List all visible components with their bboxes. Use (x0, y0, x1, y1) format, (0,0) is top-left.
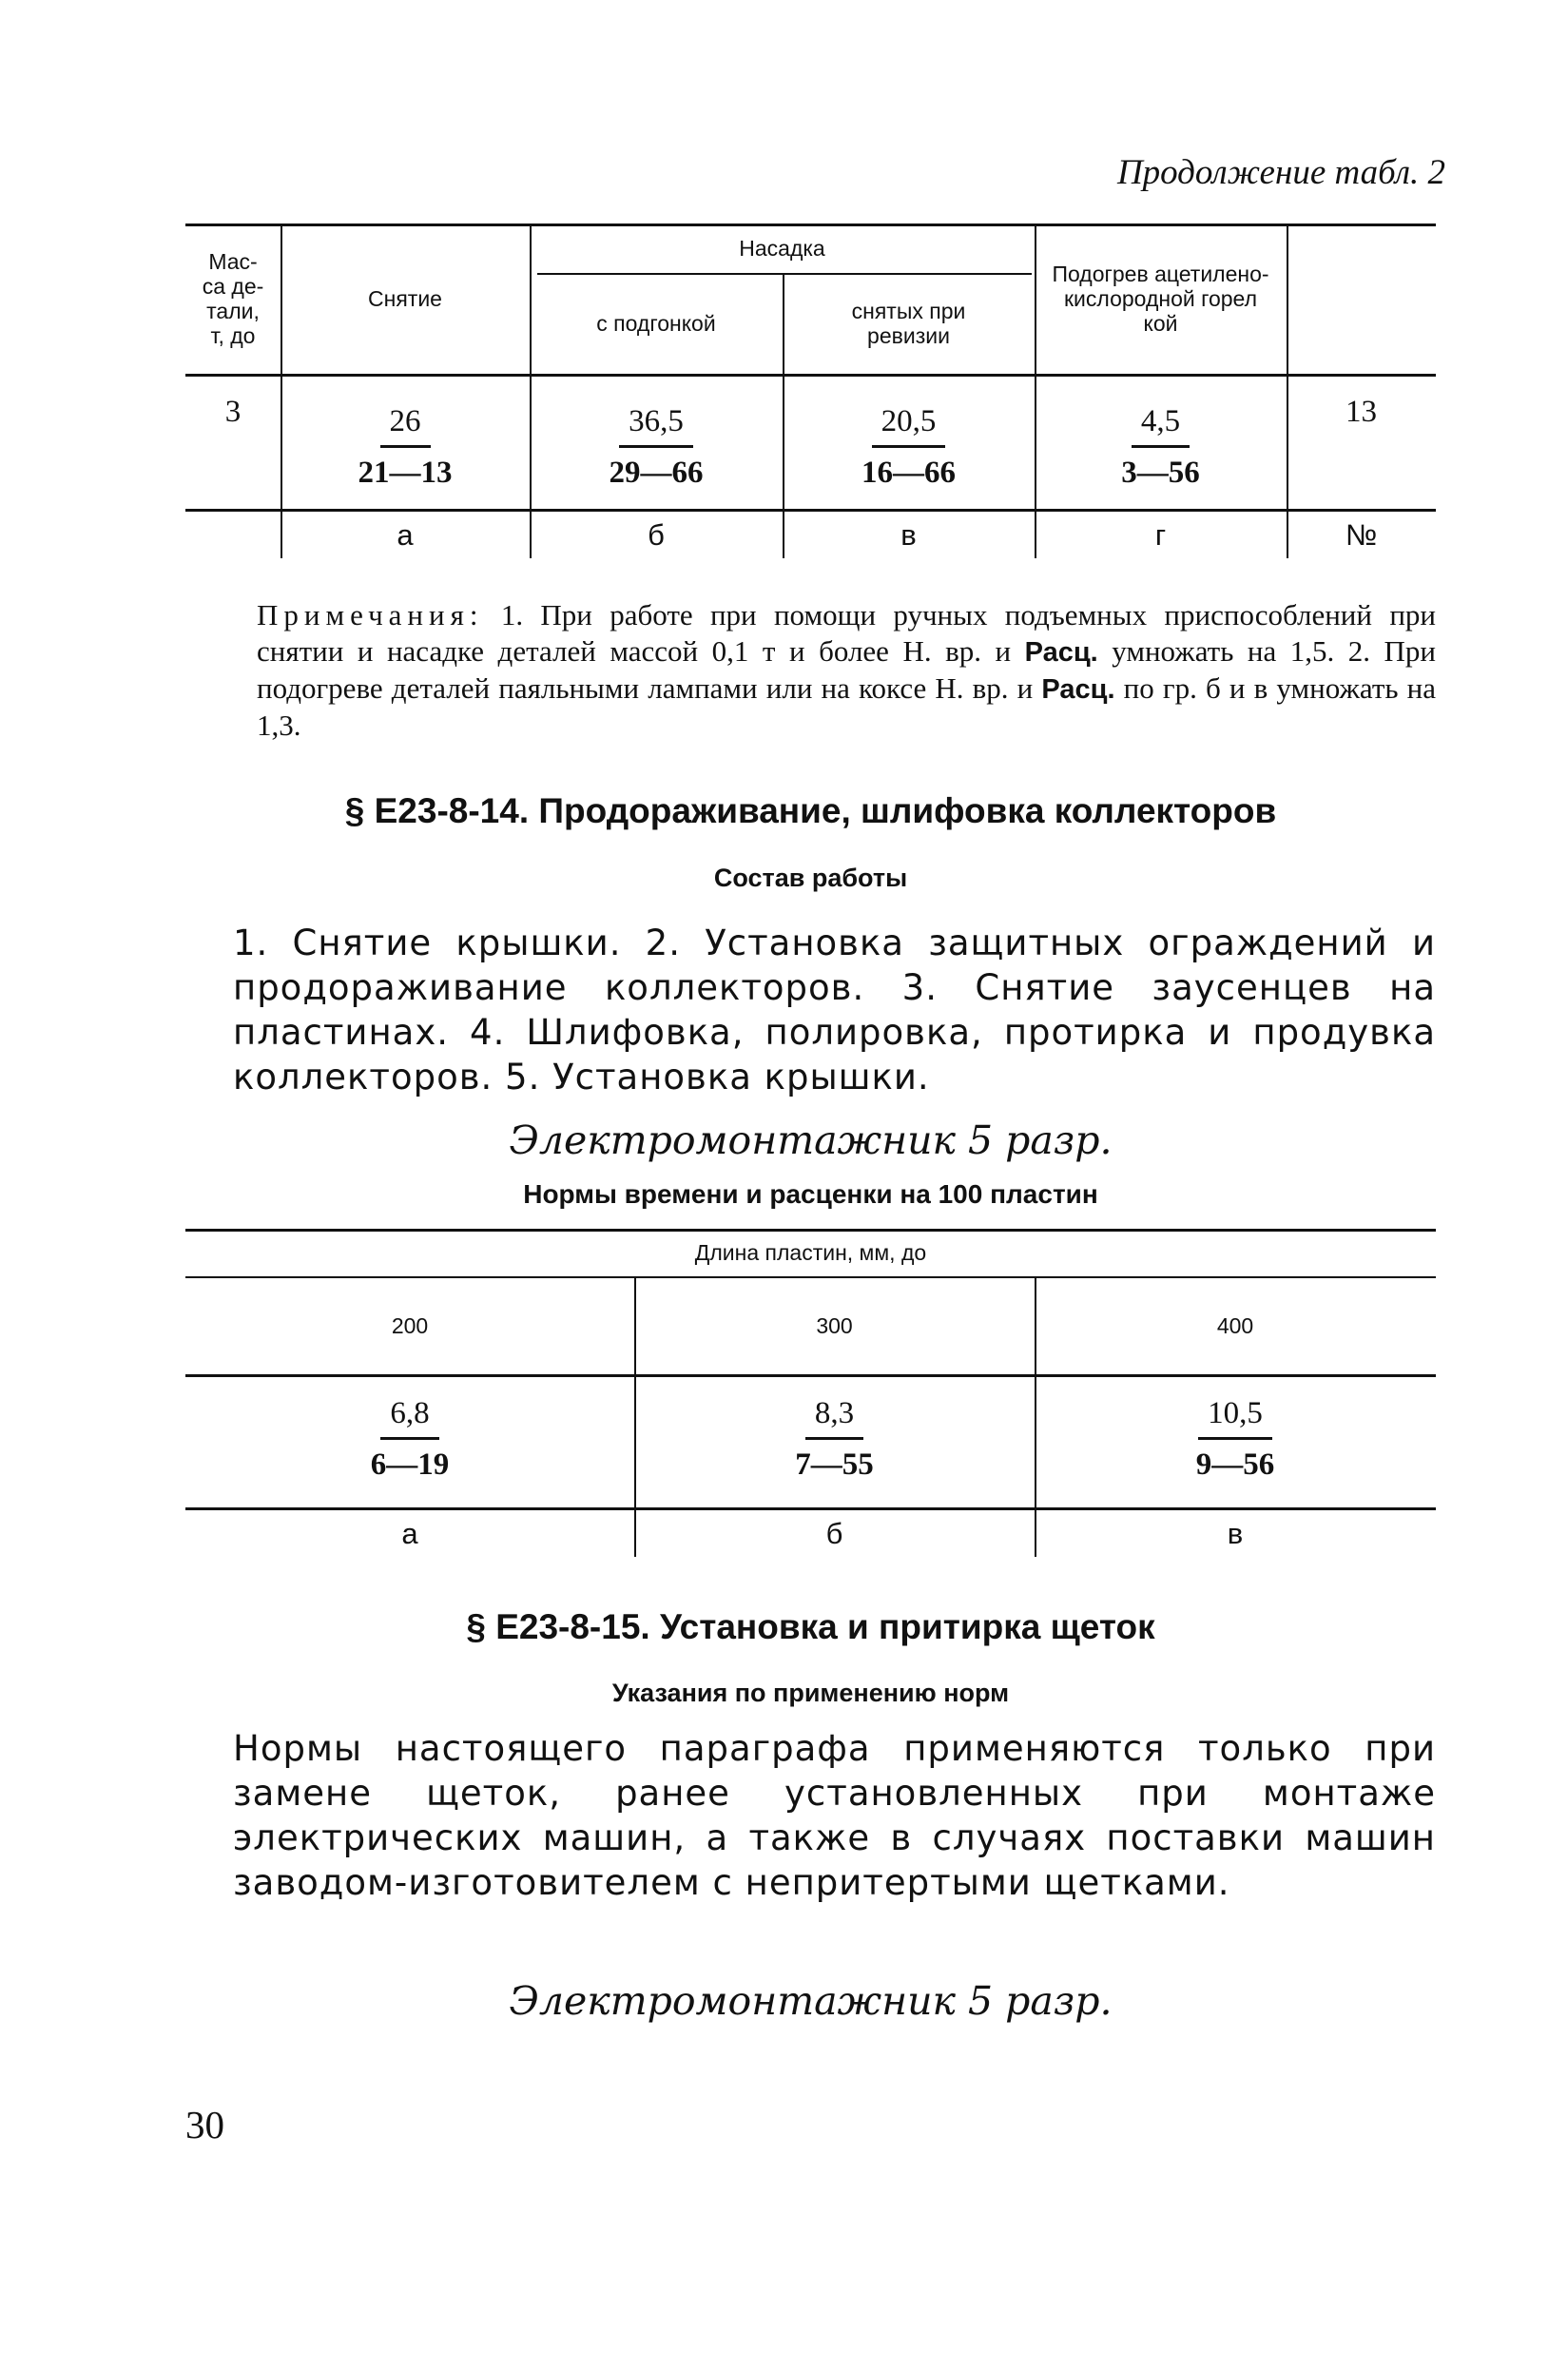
header-fit-adjust: с подгонкой (596, 311, 716, 336)
column-length: 400 (1216, 1312, 1254, 1338)
header-fit-removed: снятых при ревизии (851, 299, 966, 348)
column-letter: в (1227, 1516, 1244, 1550)
worker-grade-14: Электромонтажник 5 разр. (509, 1117, 1113, 1163)
application-text: Нормы настоящего параграфа применяются только при замене щеток, ранее установленных при монтаже электрических машин, а также в случаях поставки машин заводом-изготовителем с непритертыми щетками. (233, 1728, 1436, 1903)
column-length: 200 (391, 1312, 429, 1338)
norms-table-title: Нормы времени и расценки на 100 пластин (523, 1179, 1098, 1209)
norm-cell: 10,5 9—56 (1195, 1396, 1275, 1482)
cell-removal: 26 21—13 (358, 404, 453, 490)
composition-heading: Состав работы (713, 864, 908, 892)
section-title-15: § Е23-8-15. Установка и притирка щеток (466, 1607, 1155, 1646)
section-title-14: § Е23-8-14. Продораживание, шлифовка коллекторов (344, 791, 1277, 830)
page-number: 30 (185, 2103, 224, 2147)
cell-fit-adjust: 36,5 29—66 (609, 404, 704, 490)
column-letter: б (825, 1516, 843, 1550)
header-removal: Снятие (368, 286, 442, 311)
norm-cell: 6,8 6—19 (370, 1396, 450, 1482)
column-letter: № (1345, 517, 1378, 552)
column-length: 300 (816, 1312, 853, 1338)
worker-grade-15: Электромонтажник 5 разр. (509, 1978, 1113, 2024)
header-heating: Подогрев ацетилено- кислородной горел кой (1052, 262, 1269, 336)
column-letter: а (397, 517, 414, 552)
mass-value: 3 (224, 394, 242, 429)
header-mass: Мас- са де- тали, т, до (202, 249, 264, 348)
column-letter: г (1154, 517, 1167, 552)
cell-heating: 4,5 3—56 (1121, 404, 1200, 490)
row-number: 13 (1345, 394, 1377, 429)
table-notes: Примечания: 1. При работе при помощи ручных подъемных приспособлений при снятии и насадке деталей массой 0,1 т и более Н. вр. и Расц. умножать на 1,5. 2. При подогреве деталей паяльными лампами или на коксе Н. вр. и Расц. по гр. б и в умножать на 1,3. (257, 598, 1436, 742)
table-continuation-label: Продолжение табл. 2 (1116, 153, 1445, 192)
composition-text: 1. Снятие крышки. 2. Установка защитных ограждений и продораживание коллекторов. 3. Снятие заусенцев на пластинах. 4. Шлифовка, полировка, протирка и продувка коллекторов. 5. Установка крышки. (233, 923, 1436, 1098)
column-letter: б (648, 517, 665, 552)
column-letter: а (401, 1516, 418, 1550)
application-heading: Указания по применению норм (611, 1679, 1010, 1707)
cell-fit-removed: 20,5 16—66 (861, 404, 956, 490)
header-plate-length: Длина пластин, мм, до (694, 1240, 927, 1265)
column-letter: в (900, 517, 917, 552)
header-fitting: Насадка (739, 236, 825, 261)
norms-table (185, 1229, 1436, 1557)
norm-cell: 8,3 7—55 (795, 1396, 874, 1482)
table-continuation (185, 223, 1436, 558)
